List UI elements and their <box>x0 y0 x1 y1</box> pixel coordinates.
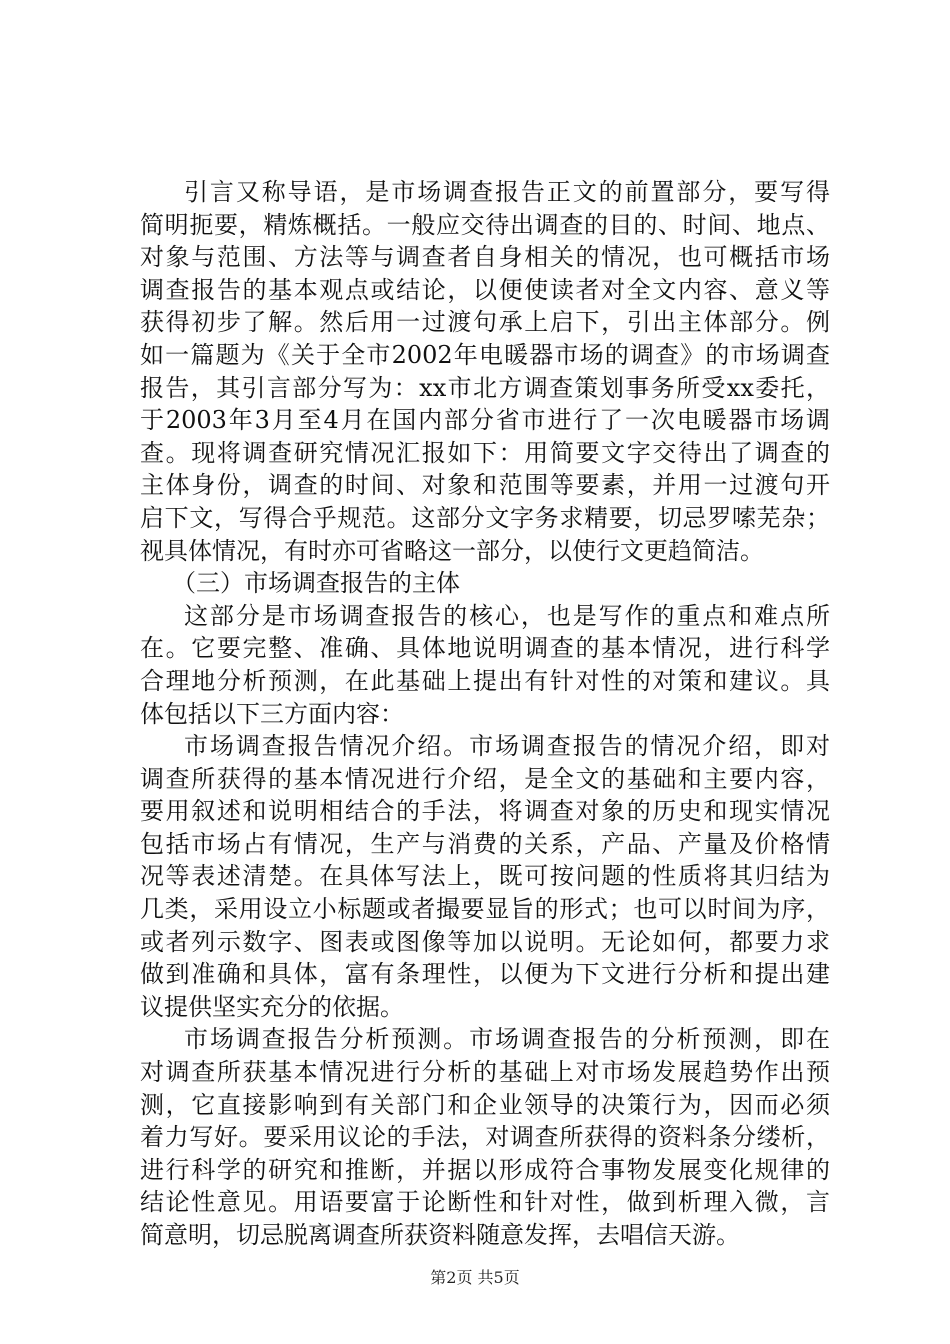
text-line: 简明扼要，精炼概括。一般应交待出调查的目的、时间、地点、 <box>140 210 830 239</box>
text-line: 要用叙述和说明相结合的手法，将调查对象的历史和现实情况 <box>140 797 830 826</box>
page-footer: 第2页 共5页 <box>430 1268 520 1287</box>
text-line: 况等表述清楚。在具体写法上，既可按问题的性质将其归结为 <box>140 862 830 891</box>
text-line: 获得初步了解。然后用一过渡句承上启下，引出主体部分。例 <box>140 308 830 337</box>
text-line: 对象与范围、方法等与调查者自身相关的情况，也可概括市场 <box>140 243 830 272</box>
text-line: 包括市场占有情况，生产与消费的关系，产品、产量及价格情 <box>140 829 830 858</box>
text-line: 查。现将调查研究情况汇报如下：用简要文字交待出了调查的 <box>140 438 830 467</box>
section-heading: （三）市场调查报告的主体 <box>172 569 460 598</box>
text-line: 主体身份，调查的时间、对象和范围等要素，并用一过渡句开 <box>140 471 830 500</box>
text-line: 做到准确和具体，富有条理性，以便为下文进行分析和提出建 <box>140 960 830 989</box>
text-line: 议提供坚实充分的依据。 <box>140 992 404 1021</box>
text-line: 视具体情况，有时亦可省略这一部分，以使行文更趋简洁。 <box>140 536 764 565</box>
text-line: 着力写好。要采用议论的手法，对调查所获得的资料条分缕析， <box>140 1123 830 1152</box>
text-line: 结论性意见。用语要富于论断性和针对性，做到析理入微，言 <box>140 1188 830 1217</box>
text-line: 测，它直接影响到有关部门和企业领导的决策行为，因而必须 <box>140 1090 830 1119</box>
text-line: 合理地分析预测，在此基础上提出有针对性的对策和建议。具 <box>140 666 830 695</box>
text-line: 简意明，切忌脱离调查所获资料随意发挥，去唱信天游。 <box>140 1221 740 1249</box>
text-line: 如一篇题为《关于全市2002年电暖器市场的调查》的市场调查 <box>140 340 830 369</box>
text-line: 引言又称导语，是市场调查报告正文的前置部分，要写得 <box>184 178 830 206</box>
text-line: 在。它要完整、准确、具体地说明调查的基本情况，进行科学 <box>140 634 830 663</box>
text-line: 启下文，写得合乎规范。这部分文字务求精要，切忌罗嗦芜杂； <box>140 503 830 532</box>
text-line: 市场调查报告情况介绍。市场调查报告的情况介绍，即对 <box>184 732 830 761</box>
text-line: 进行科学的研究和推断，并据以形成符合事物发展变化规律的 <box>140 1155 830 1184</box>
text-line: 调查所获得的基本情况进行介绍，是全文的基础和主要内容， <box>140 764 830 793</box>
text-line: 体包括以下三方面内容： <box>140 699 404 728</box>
text-line: 或者列示数字、图表或图像等加以说明。无论如何，都要力求 <box>140 927 830 956</box>
text-line: 于2003年3月至4月在国内部分省市进行了一次电暖器市场调 <box>140 406 830 435</box>
text-line: 这部分是市场调查报告的核心，也是写作的重点和难点所 <box>184 601 830 630</box>
text-line: 几类，采用设立小标题或者撮要显旨的形式；也可以时间为序， <box>140 895 830 924</box>
document-body <box>140 176 830 1252</box>
text-line: 市场调查报告分析预测。市场调查报告的分析预测，即在 <box>184 1025 830 1054</box>
text-line: 报告，其引言部分写为：xx市北方调查策划事务所受xx委托， <box>140 373 830 402</box>
text-line: 对调查所获基本情况进行分析的基础上对市场发展趋势作出预 <box>140 1058 830 1087</box>
text-line: 调查报告的基本观点或结论，以便使读者对全文内容、意义等 <box>140 275 830 304</box>
